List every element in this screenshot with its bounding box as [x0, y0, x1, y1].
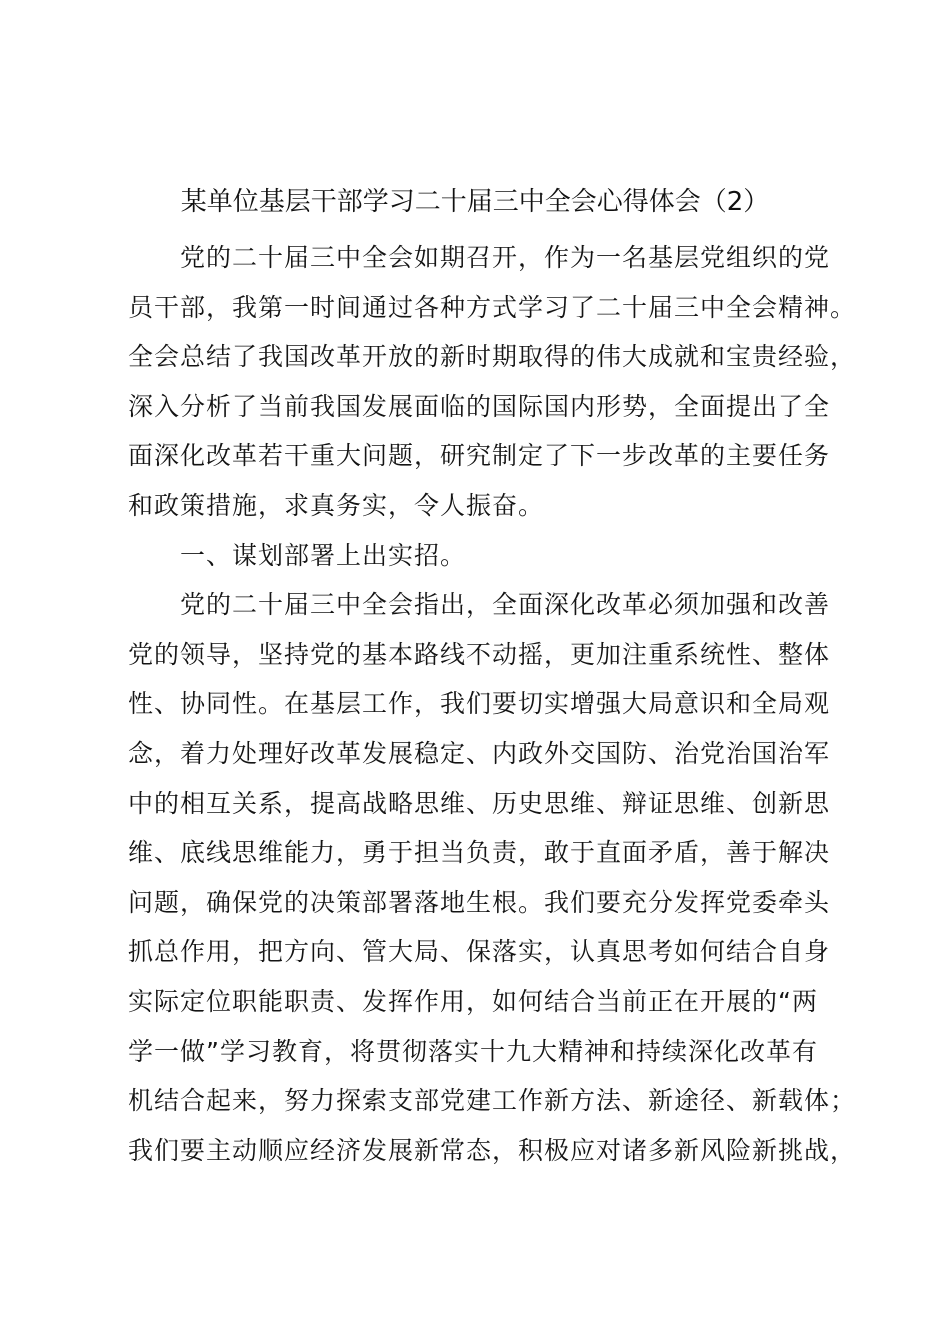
paragraph-line: 抓总作用，把方向、管大局、保落实，认真思考如何结合自身 — [128, 937, 831, 967]
paragraph-line: 员干部，我第一时间通过各种方式学习了二十届三中全会精神。 — [128, 292, 857, 322]
document-title: 某单位基层干部学习二十届三中全会心得体会（2） — [180, 187, 770, 217]
document-body — [128, 233, 857, 1175]
paragraph-line: 性、协同性。在基层工作，我们要切实增强大局意识和全局观 — [128, 689, 831, 719]
paragraph-line: 党的二十届三中全会如期召开，作为一名基层党组织的党 — [128, 243, 831, 272]
paragraph-line: 我们要主动顺应经济发展新常态，积极应对诸多新风险新挑战， — [128, 1135, 857, 1165]
section-heading: 一、谋划部署上出实招。 — [128, 540, 467, 570]
paragraph-line: 党的二十届三中全会指出，全面深化改革必须加强和改善 — [128, 590, 831, 620]
paragraph-line: 机结合起来，努力探索支部党建工作新方法、新途径、新载体； — [128, 1086, 857, 1116]
paragraph-line: 党的领导，坚持党的基本路线不动摇，更加注重系统性、整体 — [128, 639, 831, 669]
paragraph-line: 中的相互关系，提高战略思维、历史思维、辩证思维、创新思 — [128, 788, 831, 818]
paragraph-line: 实际定位职能职责、发挥作用，如何结合当前正在开展的“两 — [128, 986, 818, 1016]
paragraph-line: 和政策措施，求真务实，令人振奋。 — [128, 490, 545, 520]
paragraph-line: 深入分析了当前我国发展面临的国际国内形势，全面提出了全 — [128, 391, 831, 421]
paragraph-line: 全会总结了我国改革开放的新时期取得的伟大成就和宝贵经验， — [128, 342, 857, 372]
paragraph-line: 面深化改革若干重大问题，研究制定了下一步改革的主要任务 — [128, 441, 831, 471]
paragraph-line: 问题，确保党的决策部署落地生根。我们要充分发挥党委牵头 — [128, 887, 831, 917]
paragraph-line: 维、底线思维能力，勇于担当负责，敢于直面矛盾，善于解决 — [128, 838, 831, 868]
paragraph-line: 念，着力处理好改革发展稳定、内政外交国防、治党治国治军 — [128, 738, 831, 768]
paragraph-line: 学一做”学习教育，将贯彻落实十九大精神和持续深化改革有 — [128, 1036, 818, 1066]
